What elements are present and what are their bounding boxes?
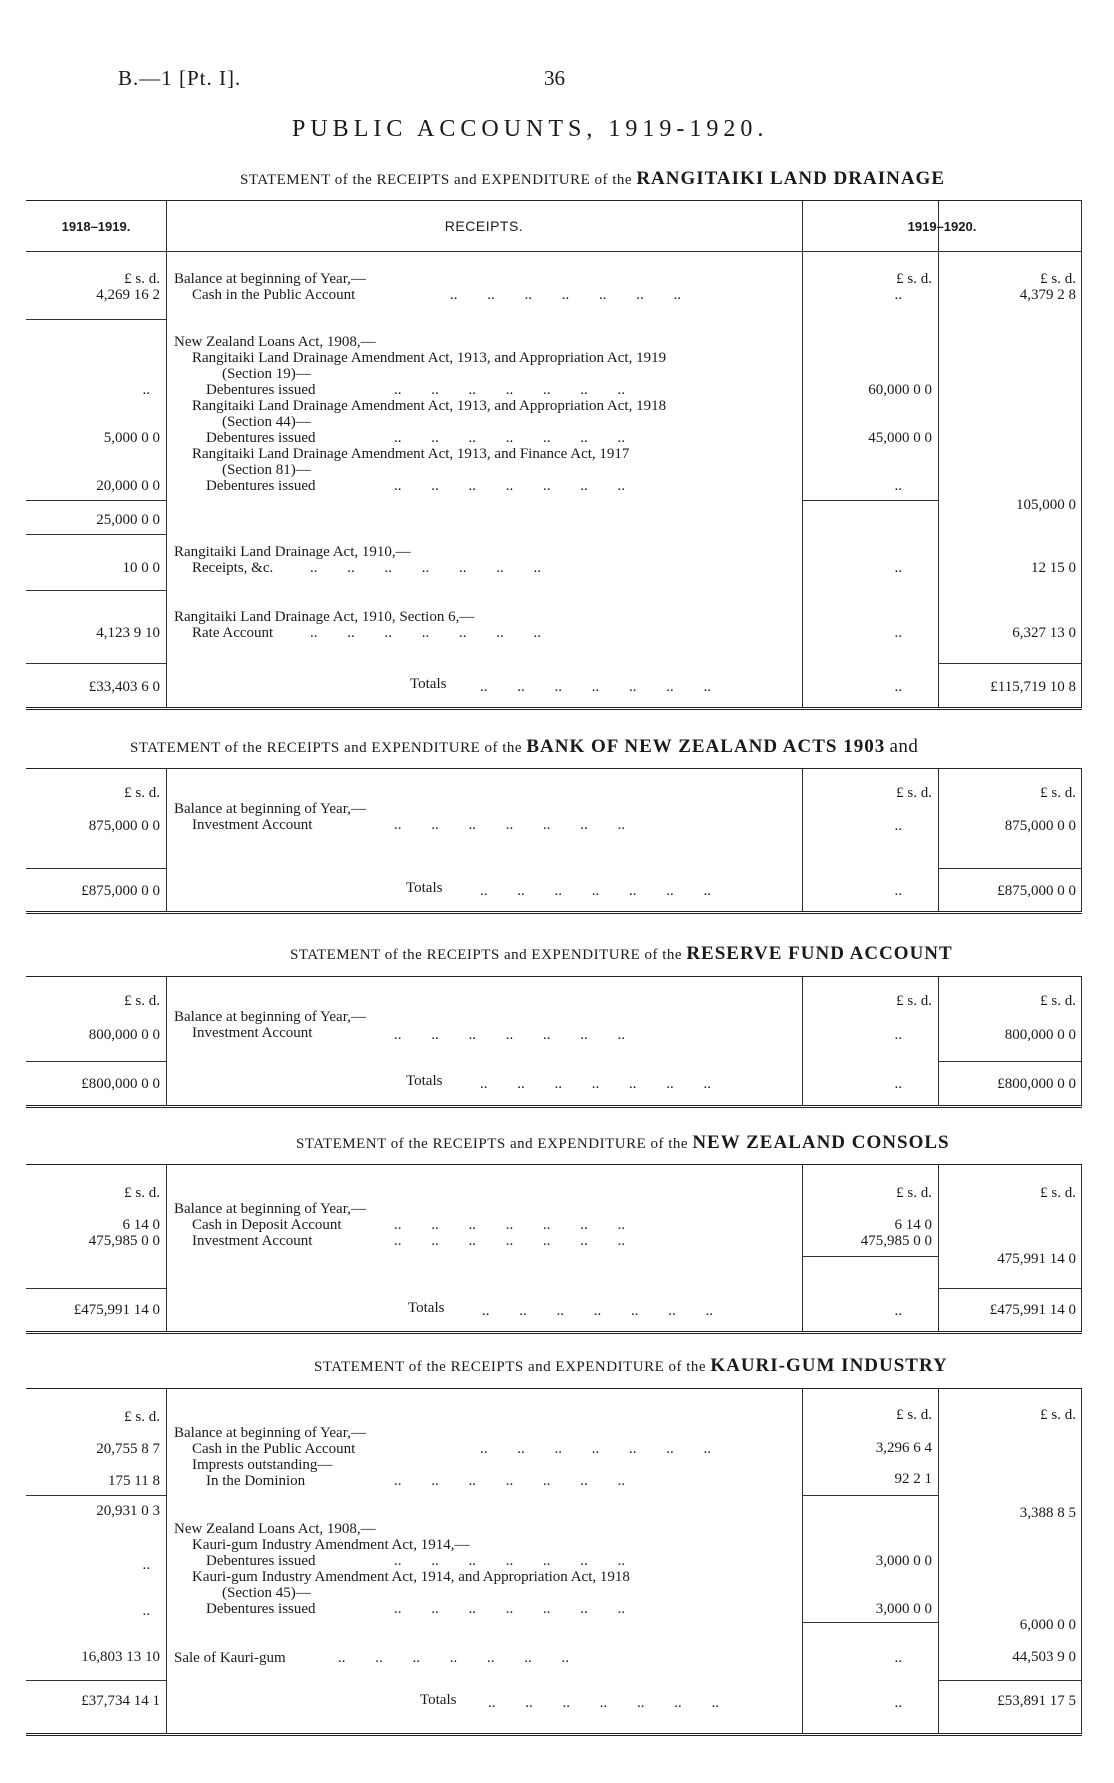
page-title: PUBLIC ACCOUNTS, 1919-1920. bbox=[292, 116, 769, 142]
unit-header: £ s. d. bbox=[896, 785, 932, 801]
row-label: Balance at beginning of Year,— bbox=[174, 1425, 366, 1441]
leader-dots: .. .. .. .. .. .. .. bbox=[450, 287, 681, 303]
leader-dots: .. .. .. .. .. .. .. bbox=[310, 560, 541, 576]
table-reserve-fund bbox=[26, 976, 1082, 1108]
amount: .. bbox=[142, 382, 150, 398]
total-amount: .. bbox=[894, 1076, 902, 1092]
leader-dots: .. .. .. .. .. .. .. bbox=[394, 1233, 625, 1249]
statement-tail: and bbox=[889, 736, 919, 757]
unit-header: £ s. d. bbox=[1040, 785, 1076, 801]
subtotal: 475,991 14 0 bbox=[997, 1251, 1076, 1267]
amount: .. bbox=[894, 287, 902, 303]
row-label: Debentures issued bbox=[206, 478, 316, 494]
amount: 800,000 0 0 bbox=[88, 1027, 160, 1043]
row-label: Debentures issued bbox=[206, 1553, 316, 1569]
unit-header: £ s. d. bbox=[896, 1407, 932, 1423]
statement-prefix: STATEMENT of the RECEIPTS and EXPENDITURE of the bbox=[314, 1359, 707, 1375]
amount: 12 15 0 bbox=[1031, 560, 1076, 576]
leader-dots: .. .. .. .. .. .. .. bbox=[394, 1473, 625, 1489]
subtotal: 6,000 0 0 bbox=[1019, 1617, 1076, 1633]
unit-header: £ s. d. bbox=[1040, 1407, 1076, 1423]
page-number: 36 bbox=[544, 66, 565, 90]
statement-subject: RESERVE FUND ACCOUNT bbox=[686, 943, 953, 964]
statement-heading-reserve-fund bbox=[290, 943, 953, 965]
statement-subject: RANGITAIKI LAND DRAINAGE bbox=[636, 168, 946, 189]
leader-dots: .. .. .. .. .. .. .. bbox=[480, 679, 711, 695]
row-label: (Section 19)— bbox=[222, 366, 311, 382]
totals-label: Totals bbox=[420, 1692, 457, 1708]
row-label: Rate Account bbox=[192, 625, 274, 641]
row-label: Debentures issued bbox=[206, 430, 316, 446]
row-label: Receipts, &c. bbox=[192, 560, 274, 576]
table-kauri-gum bbox=[26, 1388, 1082, 1736]
unit-header: £ s. d. bbox=[896, 1185, 932, 1201]
statement-prefix: STATEMENT of the RECEIPTS and EXPENDITURE of the bbox=[240, 172, 633, 188]
amount: 60,000 0 0 bbox=[868, 382, 932, 398]
row-label: (Section 81)— bbox=[222, 462, 311, 478]
table-bnz bbox=[26, 768, 1082, 914]
total-amount: £800,000 0 0 bbox=[997, 1076, 1076, 1092]
statement-heading-bnz bbox=[130, 736, 918, 758]
statement-subject: NEW ZEALAND CONSOLS bbox=[692, 1132, 950, 1153]
subtotal: 3,388 8 5 bbox=[1019, 1505, 1076, 1521]
unit-header: £ s. d. bbox=[1040, 1185, 1076, 1201]
unit-header: £ s. d. bbox=[1040, 993, 1076, 1009]
amount: .. bbox=[142, 1557, 150, 1573]
leader-dots: .. .. .. .. .. .. .. bbox=[480, 1076, 711, 1092]
unit-header: £ s. d. bbox=[124, 993, 160, 1009]
leader-dots: .. .. .. .. .. .. .. bbox=[394, 1601, 625, 1617]
leader-dots: .. .. .. .. .. .. .. bbox=[394, 1217, 625, 1233]
row-label: Imprests outstanding— bbox=[192, 1457, 333, 1473]
row-label: In the Dominion bbox=[206, 1473, 306, 1489]
row-label: Cash in Deposit Account bbox=[192, 1217, 342, 1233]
column-header-curr-year: 1919–1920. bbox=[907, 219, 977, 234]
row-label: Rangitaiki Land Drainage Act, 1910, Section 6,— bbox=[174, 609, 475, 625]
leader-dots: .. .. .. .. .. .. .. bbox=[394, 478, 625, 494]
leader-dots: .. .. .. .. .. .. .. bbox=[394, 1027, 625, 1043]
row-label: Debentures issued bbox=[206, 1601, 316, 1617]
total-amount: £33,403 6 0 bbox=[88, 679, 160, 695]
row-label: Rangitaiki Land Drainage Amendment Act, 1913, and Appropriation Act, 1919 bbox=[192, 350, 667, 366]
amount: 475,985 0 0 bbox=[88, 1233, 160, 1249]
total-amount: .. bbox=[894, 1695, 902, 1711]
document-reference: B.—1 [Pt. I]. bbox=[118, 66, 242, 90]
unit-header: £ s. d. bbox=[1040, 271, 1076, 287]
unit-header: £ s. d. bbox=[896, 271, 932, 287]
row-label: (Section 44)— bbox=[222, 414, 311, 430]
amount: 3,000 0 0 bbox=[875, 1553, 932, 1569]
amount: .. bbox=[894, 1650, 902, 1666]
total-amount: £37,734 14 1 bbox=[81, 1693, 160, 1709]
row-label: New Zealand Loans Act, 1908,— bbox=[174, 1521, 376, 1537]
row-label: Rangitaiki Land Drainage Amendment Act, 1913, and Appropriation Act, 1918 bbox=[192, 398, 667, 414]
total-amount: £475,991 14 0 bbox=[989, 1302, 1076, 1318]
row-label: Balance at beginning of Year,— bbox=[174, 1201, 366, 1217]
totals-label: Totals bbox=[406, 880, 443, 896]
row-label: Kauri-gum Industry Amendment Act, 1914,— bbox=[192, 1537, 470, 1553]
total-amount: £475,991 14 0 bbox=[73, 1302, 160, 1318]
amount: 44,503 9 0 bbox=[1012, 1649, 1076, 1665]
statement-heading-consols bbox=[296, 1132, 950, 1154]
row-label: Sale of Kauri-gum bbox=[174, 1650, 286, 1666]
column-header-receipts: RECEIPTS. bbox=[444, 218, 524, 234]
total-amount: £53,891 17 5 bbox=[997, 1693, 1076, 1709]
leader-dots: .. .. .. .. .. .. .. bbox=[394, 382, 625, 398]
amount: 16,803 13 10 bbox=[81, 1649, 160, 1665]
amount: .. bbox=[142, 1603, 150, 1619]
row-label: Balance at beginning of Year,— bbox=[174, 271, 366, 287]
total-amount: £115,719 10 8 bbox=[990, 679, 1076, 695]
amount: 6 14 0 bbox=[122, 1217, 160, 1233]
leader-dots: .. .. .. .. .. .. .. bbox=[488, 1695, 719, 1711]
leader-dots: .. .. .. .. .. .. .. bbox=[480, 883, 711, 899]
statement-prefix: STATEMENT of the RECEIPTS and EXPENDITURE of the bbox=[290, 947, 683, 963]
statement-heading-rangitaiki bbox=[240, 168, 945, 190]
amount: .. bbox=[894, 818, 902, 834]
leader-dots: .. .. .. .. .. .. .. bbox=[480, 1441, 711, 1457]
amount: .. bbox=[894, 625, 902, 641]
unit-header: £ s. d. bbox=[124, 1185, 160, 1201]
leader-dots: .. .. .. .. .. .. .. bbox=[394, 817, 625, 833]
total-amount: .. bbox=[894, 679, 902, 695]
amount: 3,296 6 4 bbox=[875, 1440, 932, 1456]
amount: 4,379 2 8 bbox=[1019, 287, 1076, 303]
amount: 4,269 16 2 bbox=[96, 287, 160, 303]
subtotal: 105,000 0 bbox=[1016, 497, 1076, 513]
amount: 175 11 8 bbox=[108, 1473, 160, 1489]
row-label: Investment Account bbox=[192, 1233, 313, 1249]
totals-label: Totals bbox=[410, 676, 447, 692]
row-label: New Zealand Loans Act, 1908,— bbox=[174, 334, 376, 350]
amount: 6,327 13 0 bbox=[1012, 625, 1076, 641]
row-label: Rangitaiki Land Drainage Amendment Act, 1913, and Finance Act, 1917 bbox=[192, 446, 630, 462]
totals-label: Totals bbox=[406, 1073, 443, 1089]
unit-header: £ s. d. bbox=[124, 785, 160, 801]
statement-subject: BANK OF NEW ZEALAND ACTS 1903 bbox=[526, 736, 886, 757]
unit-header: £ s. d. bbox=[124, 271, 160, 287]
amount: 20,000 0 0 bbox=[96, 478, 160, 494]
row-label: Investment Account bbox=[192, 817, 313, 833]
amount: 800,000 0 0 bbox=[1004, 1027, 1076, 1043]
total-amount: £875,000 0 0 bbox=[997, 883, 1076, 899]
amount: 92 2 1 bbox=[894, 1471, 932, 1487]
leader-dots: .. .. .. .. .. .. .. bbox=[394, 430, 625, 446]
amount: 10 0 0 bbox=[122, 560, 160, 576]
amount: 6 14 0 bbox=[894, 1217, 932, 1233]
amount: 875,000 0 0 bbox=[1004, 818, 1076, 834]
total-amount: £875,000 0 0 bbox=[81, 883, 160, 899]
total-amount: .. bbox=[894, 1303, 902, 1319]
table-rangitaiki bbox=[26, 200, 1082, 710]
row-label: Rangitaiki Land Drainage Act, 1910,— bbox=[174, 544, 411, 560]
table-consols bbox=[26, 1164, 1082, 1334]
row-label: Balance at beginning of Year,— bbox=[174, 1009, 366, 1025]
amount: .. bbox=[894, 1027, 902, 1043]
amount: 875,000 0 0 bbox=[88, 818, 160, 834]
statement-heading-kauri-gum bbox=[314, 1355, 948, 1377]
amount: 45,000 0 0 bbox=[868, 430, 932, 446]
statement-prefix: STATEMENT of the RECEIPTS and EXPENDITURE of the bbox=[296, 1136, 689, 1152]
unit-header: £ s. d. bbox=[124, 1409, 160, 1425]
statement-subject: KAURI-GUM INDUSTRY bbox=[710, 1355, 948, 1376]
leader-dots: .. .. .. .. .. .. .. bbox=[394, 1553, 625, 1569]
column-header-prev-year: 1918–1919. bbox=[61, 219, 131, 234]
row-label: Investment Account bbox=[192, 1025, 313, 1041]
row-label: (Section 45)— bbox=[222, 1585, 311, 1601]
amount: 20,755 8 7 bbox=[96, 1441, 160, 1457]
row-label: Cash in the Public Account bbox=[192, 1441, 356, 1457]
leader-dots: .. .. .. .. .. .. .. bbox=[310, 625, 541, 641]
leader-dots: .. .. .. .. .. .. .. bbox=[482, 1303, 713, 1319]
row-label: Balance at beginning of Year,— bbox=[174, 801, 366, 817]
total-amount: £800,000 0 0 bbox=[81, 1076, 160, 1092]
row-label: Debentures issued bbox=[206, 382, 316, 398]
amount: .. bbox=[894, 560, 902, 576]
amount: 5,000 0 0 bbox=[103, 430, 160, 446]
row-label: Cash in the Public Account bbox=[192, 287, 356, 303]
leader-dots: .. .. .. .. .. .. .. bbox=[338, 1650, 569, 1666]
amount: 4,123 9 10 bbox=[96, 625, 160, 641]
amount: 3,000 0 0 bbox=[875, 1601, 932, 1617]
row-label: Kauri-gum Industry Amendment Act, 1914, and Appropriation Act, 1918 bbox=[192, 1569, 630, 1585]
total-amount: .. bbox=[894, 883, 902, 899]
amount: 475,985 0 0 bbox=[860, 1233, 932, 1249]
statement-prefix: STATEMENT of the RECEIPTS and EXPENDITURE of the bbox=[130, 740, 523, 756]
subtotal: 20,931 0 3 bbox=[96, 1503, 160, 1519]
amount: .. bbox=[894, 478, 902, 494]
unit-header: £ s. d. bbox=[896, 993, 932, 1009]
subtotal: 25,000 0 0 bbox=[96, 512, 160, 528]
totals-label: Totals bbox=[408, 1300, 445, 1316]
